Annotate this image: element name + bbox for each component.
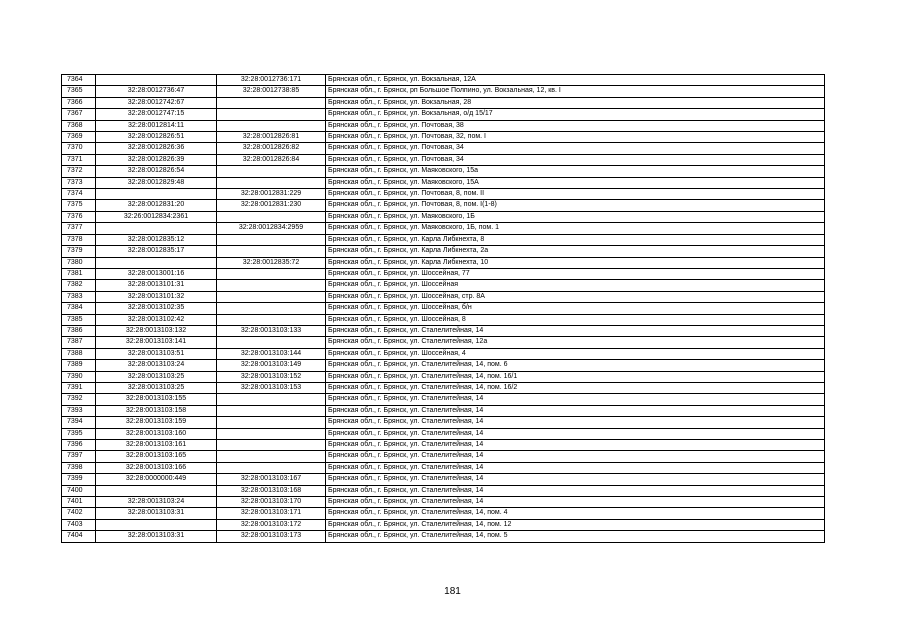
address-cell: Брянская обл., г. Брянск, ул. Сталелитейная, 14 (326, 417, 825, 428)
row-number-cell: 7373 (62, 177, 96, 188)
cadastral-number-cell: 32:26:0012834:2361 (96, 211, 217, 222)
address-cell: Брянская обл., г. Брянск, ул. Почтовая, 34 (326, 143, 825, 154)
table-row (62, 246, 825, 257)
object-cadastral-number-cell (217, 428, 326, 439)
table-row (62, 177, 825, 188)
object-cadastral-number-cell: 32:28:0012831:230 (217, 200, 326, 211)
table-row (62, 132, 825, 143)
object-cadastral-number-cell (217, 280, 326, 291)
row-number-cell: 7371 (62, 154, 96, 165)
table-row (62, 531, 825, 542)
cadastral-number-cell: 32:28:0013101:32 (96, 291, 217, 302)
object-cadastral-number-cell: 32:28:0012835:72 (217, 257, 326, 268)
table-row (62, 234, 825, 245)
object-cadastral-number-cell: 32:28:0012738:85 (217, 86, 326, 97)
row-number-cell: 7369 (62, 132, 96, 143)
address-cell: Брянская обл., г. Брянск, ул. Шоссейная (326, 280, 825, 291)
object-cadastral-number-cell (217, 314, 326, 325)
row-number-cell: 7385 (62, 314, 96, 325)
address-cell: Брянская обл., г. Брянск, ул. Шоссейная, 4 (326, 348, 825, 359)
row-number-cell: 7396 (62, 440, 96, 451)
address-cell: Брянская обл., г. Брянск, ул. Маяковского, 1Б, пом. 1 (326, 223, 825, 234)
row-number-cell: 7403 (62, 519, 96, 530)
table-row (62, 519, 825, 530)
row-number-cell: 7392 (62, 394, 96, 405)
cadastral-number-cell: 32:28:0013102:35 (96, 303, 217, 314)
row-number-cell: 7370 (62, 143, 96, 154)
address-cell: Брянская обл., г. Брянск, ул. Сталелитейная, 14 (326, 462, 825, 473)
address-cell: Брянская обл., г. Брянск, ул. Маяковского, 15а (326, 166, 825, 177)
address-cell: Брянская обл., г. Брянск, ул. Сталелитейная, 14 (326, 474, 825, 485)
table-body (62, 75, 825, 543)
row-number-cell: 7388 (62, 348, 96, 359)
row-number-cell: 7398 (62, 462, 96, 473)
row-number-cell: 7367 (62, 109, 96, 120)
table-row (62, 337, 825, 348)
address-cell: Брянская обл., г. Брянск, ул. Шоссейная, стр. 8А (326, 291, 825, 302)
row-number-cell: 7379 (62, 246, 96, 257)
object-cadastral-number-cell: 32:28:0013103:168 (217, 485, 326, 496)
address-cell: Брянская обл., г. Брянск, ул. Карла Либкнехта, 10 (326, 257, 825, 268)
table-row (62, 325, 825, 336)
table-row (62, 120, 825, 131)
table-row (62, 405, 825, 416)
table-row (62, 508, 825, 519)
address-cell: Брянская обл., г. Брянск, ул. Почтовая, 32, пом. I (326, 132, 825, 143)
table-row (62, 154, 825, 165)
address-cell: Брянская обл., г. Брянск, ул. Сталелитейная, 12а (326, 337, 825, 348)
address-cell: Брянская обл., г. Брянск, ул. Сталелитейная, 14, пом. 16/1 (326, 371, 825, 382)
address-cell: Брянская обл., г. Брянск, ул. Сталелитейная, 14, пом. 6 (326, 360, 825, 371)
row-number-cell: 7382 (62, 280, 96, 291)
cadastral-number-cell: 32:28:0013103:158 (96, 405, 217, 416)
row-number-cell: 7368 (62, 120, 96, 131)
address-cell: Брянская обл., г. Брянск, ул. Почтовая, 34 (326, 154, 825, 165)
address-cell: Брянская обл., г. Брянск, ул. Сталелитейная, 14 (326, 405, 825, 416)
address-cell: Брянская обл., г. Брянск, ул. Сталелитейная, 14, пом. 4 (326, 508, 825, 519)
table-row (62, 303, 825, 314)
cadastral-number-cell (96, 75, 217, 86)
row-number-cell: 7374 (62, 189, 96, 200)
cadastral-number-cell: 32:28:0013103:160 (96, 428, 217, 439)
table-row (62, 417, 825, 428)
address-cell: Брянская обл., г. Брянск, ул. Маяковского, 15А (326, 177, 825, 188)
cadastral-number-cell: 32:28:0013103:51 (96, 348, 217, 359)
object-cadastral-number-cell (217, 451, 326, 462)
row-number-cell: 7364 (62, 75, 96, 86)
address-cell: Брянская обл., г. Брянск, ул. Вокзальная, 28 (326, 97, 825, 108)
table-row (62, 109, 825, 120)
table-row (62, 166, 825, 177)
page-number: 181 (444, 586, 461, 597)
row-number-cell: 7365 (62, 86, 96, 97)
cadastral-number-cell: 32:28:0013103:159 (96, 417, 217, 428)
cadastral-number-cell: 32:28:0013102:42 (96, 314, 217, 325)
address-cell: Брянская обл., г. Брянск, ул. Почтовая, 8, пом. II (326, 189, 825, 200)
object-cadastral-number-cell: 32:28:0012831:229 (217, 189, 326, 200)
cadastral-number-cell (96, 223, 217, 234)
address-cell: Брянская обл., г. Брянск, ул. Сталелитейная, 14 (326, 394, 825, 405)
table-row (62, 474, 825, 485)
cadastral-number-cell: 32:28:0013001:16 (96, 268, 217, 279)
object-cadastral-number-cell: 32:28:0013103:149 (217, 360, 326, 371)
address-cell: Брянская обл., г. Брянск, ул. Карла Либкнехта, 2а (326, 246, 825, 257)
address-cell: Брянская обл., г. Брянск, ул. Вокзальная, о/д 15/17 (326, 109, 825, 120)
address-cell: Брянская обл., г. Брянск, ул. Шоссейная, 8 (326, 314, 825, 325)
address-cell: Брянская обл., г. Брянск, ул. Сталелитейная, 14 (326, 497, 825, 508)
address-cell: Брянская обл., г. Брянск, ул. Сталелитейная, 14 (326, 325, 825, 336)
cadastral-number-cell: 32:28:0013103:166 (96, 462, 217, 473)
row-number-cell: 7376 (62, 211, 96, 222)
object-cadastral-number-cell (217, 109, 326, 120)
cadastral-table (61, 74, 825, 543)
cadastral-number-cell: 32:28:0012835:12 (96, 234, 217, 245)
cadastral-number-cell (96, 519, 217, 530)
table-row (62, 382, 825, 393)
table-row (62, 440, 825, 451)
table-row (62, 451, 825, 462)
cadastral-number-cell (96, 257, 217, 268)
address-cell: Брянская обл., г. Брянск, рп Большое Полпино, ул. Вокзальная, 12, кв. I (326, 86, 825, 97)
cadastral-number-cell: 32:28:0012835:17 (96, 246, 217, 257)
row-number-cell: 7394 (62, 417, 96, 428)
address-cell: Брянская обл., г. Брянск, ул. Почтовая, 38 (326, 120, 825, 131)
address-cell: Брянская обл., г. Брянск, ул. Сталелитейная, 14, пом. 12 (326, 519, 825, 530)
object-cadastral-number-cell (217, 97, 326, 108)
row-number-cell: 7390 (62, 371, 96, 382)
cadastral-number-cell: 32:28:0000000:449 (96, 474, 217, 485)
row-number-cell: 7397 (62, 451, 96, 462)
address-cell: Брянская обл., г. Брянск, ул. Сталелитейная, 14, пом. 16/2 (326, 382, 825, 393)
object-cadastral-number-cell (217, 291, 326, 302)
object-cadastral-number-cell: 32:28:0013103:153 (217, 382, 326, 393)
object-cadastral-number-cell: 32:28:0012826:81 (217, 132, 326, 143)
address-cell: Брянская обл., г. Брянск, ул. Сталелитейная, 14 (326, 428, 825, 439)
table-row (62, 280, 825, 291)
table-row (62, 497, 825, 508)
table-row (62, 257, 825, 268)
object-cadastral-number-cell: 32:28:0012736:171 (217, 75, 326, 86)
address-cell: Брянская обл., г. Брянск, ул. Сталелитейная, 14 (326, 485, 825, 496)
table-row (62, 462, 825, 473)
table-row (62, 268, 825, 279)
table-row (62, 97, 825, 108)
object-cadastral-number-cell (217, 337, 326, 348)
row-number-cell: 7393 (62, 405, 96, 416)
row-number-cell: 7395 (62, 428, 96, 439)
object-cadastral-number-cell (217, 417, 326, 428)
row-number-cell: 7384 (62, 303, 96, 314)
object-cadastral-number-cell: 32:28:0013103:172 (217, 519, 326, 530)
table-row (62, 485, 825, 496)
object-cadastral-number-cell (217, 394, 326, 405)
cadastral-number-cell: 32:28:0013103:24 (96, 360, 217, 371)
cadastral-number-cell: 32:28:0012736:47 (96, 86, 217, 97)
row-number-cell: 7377 (62, 223, 96, 234)
address-cell: Брянская обл., г. Брянск, ул. Почтовая, 8, пом. I(1-8) (326, 200, 825, 211)
address-cell: Брянская обл., г. Брянск, ул. Сталелитейная, 14 (326, 440, 825, 451)
object-cadastral-number-cell (217, 462, 326, 473)
cadastral-number-cell: 32:28:0013103:31 (96, 531, 217, 542)
object-cadastral-number-cell (217, 246, 326, 257)
cadastral-number-cell: 32:28:0013103:141 (96, 337, 217, 348)
table-row (62, 371, 825, 382)
object-cadastral-number-cell (217, 166, 326, 177)
table-row (62, 223, 825, 234)
object-cadastral-number-cell: 32:28:0013103:152 (217, 371, 326, 382)
table-row (62, 143, 825, 154)
cadastral-number-cell: 32:28:0012742:67 (96, 97, 217, 108)
table-row (62, 428, 825, 439)
object-cadastral-number-cell: 32:28:0013103:144 (217, 348, 326, 359)
object-cadastral-number-cell (217, 303, 326, 314)
object-cadastral-number-cell: 32:28:0013103:171 (217, 508, 326, 519)
address-cell: Брянская обл., г. Брянск, ул. Маяковского, 1Б (326, 211, 825, 222)
cadastral-number-cell: 32:28:0013103:25 (96, 371, 217, 382)
cadastral-number-cell: 32:28:0013103:31 (96, 508, 217, 519)
cadastral-number-cell: 32:28:0013103:165 (96, 451, 217, 462)
row-number-cell: 7391 (62, 382, 96, 393)
row-number-cell: 7399 (62, 474, 96, 485)
table-row (62, 211, 825, 222)
cadastral-number-cell: 32:28:0012831:20 (96, 200, 217, 211)
address-cell: Брянская обл., г. Брянск, ул. Сталелитейная, 14, пом. 5 (326, 531, 825, 542)
row-number-cell: 7372 (62, 166, 96, 177)
object-cadastral-number-cell: 32:28:0012834:2959 (217, 223, 326, 234)
object-cadastral-number-cell: 32:28:0012826:84 (217, 154, 326, 165)
object-cadastral-number-cell (217, 177, 326, 188)
table-row (62, 86, 825, 97)
row-number-cell: 7401 (62, 497, 96, 508)
row-number-cell: 7375 (62, 200, 96, 211)
object-cadastral-number-cell: 32:28:0013103:133 (217, 325, 326, 336)
table-row (62, 200, 825, 211)
row-number-cell: 7400 (62, 485, 96, 496)
row-number-cell: 7389 (62, 360, 96, 371)
row-number-cell: 7381 (62, 268, 96, 279)
cadastral-number-cell (96, 189, 217, 200)
object-cadastral-number-cell (217, 440, 326, 451)
cadastral-number-cell: 32:28:0012829:48 (96, 177, 217, 188)
table-row (62, 360, 825, 371)
cadastral-number-cell (96, 485, 217, 496)
object-cadastral-number-cell: 32:28:0013103:167 (217, 474, 326, 485)
row-number-cell: 7404 (62, 531, 96, 542)
object-cadastral-number-cell (217, 120, 326, 131)
row-number-cell: 7366 (62, 97, 96, 108)
row-number-cell: 7378 (62, 234, 96, 245)
address-cell: Брянская обл., г. Брянск, ул. Сталелитейная, 14 (326, 451, 825, 462)
row-number-cell: 7383 (62, 291, 96, 302)
cadastral-number-cell: 32:28:0013103:25 (96, 382, 217, 393)
row-number-cell: 7387 (62, 337, 96, 348)
address-cell: Брянская обл., г. Брянск, ул. Шоссейная, 77 (326, 268, 825, 279)
address-cell: Брянская обл., г. Брянск, ул. Шоссейная, б/н (326, 303, 825, 314)
table-row (62, 314, 825, 325)
cadastral-number-cell: 32:28:0012826:39 (96, 154, 217, 165)
object-cadastral-number-cell (217, 405, 326, 416)
object-cadastral-number-cell (217, 234, 326, 245)
cadastral-number-cell: 32:28:0013101:31 (96, 280, 217, 291)
cadastral-number-cell: 32:28:0012826:54 (96, 166, 217, 177)
object-cadastral-number-cell: 32:28:0013103:170 (217, 497, 326, 508)
cadastral-number-cell: 32:28:0012826:36 (96, 143, 217, 154)
table-row (62, 75, 825, 86)
row-number-cell: 7386 (62, 325, 96, 336)
table-row (62, 348, 825, 359)
object-cadastral-number-cell (217, 211, 326, 222)
table-row (62, 394, 825, 405)
cadastral-number-cell: 32:28:0013103:155 (96, 394, 217, 405)
cadastral-number-cell: 32:28:0013103:132 (96, 325, 217, 336)
cadastral-number-cell: 32:28:0013103:24 (96, 497, 217, 508)
table-row (62, 291, 825, 302)
cadastral-number-cell: 32:28:0013103:161 (96, 440, 217, 451)
cadastral-number-cell: 32:28:0012747:15 (96, 109, 217, 120)
address-cell: Брянская обл., г. Брянск, ул. Карла Либкнехта, 8 (326, 234, 825, 245)
object-cadastral-number-cell (217, 268, 326, 279)
object-cadastral-number-cell: 32:28:0013103:173 (217, 531, 326, 542)
cadastral-number-cell: 32:28:0012826:51 (96, 132, 217, 143)
row-number-cell: 7402 (62, 508, 96, 519)
row-number-cell: 7380 (62, 257, 96, 268)
address-cell: Брянская обл., г. Брянск, ул. Вокзальная, 12А (326, 75, 825, 86)
object-cadastral-number-cell: 32:28:0012826:82 (217, 143, 326, 154)
table-row (62, 189, 825, 200)
cadastral-number-cell: 32:28:0012814:11 (96, 120, 217, 131)
